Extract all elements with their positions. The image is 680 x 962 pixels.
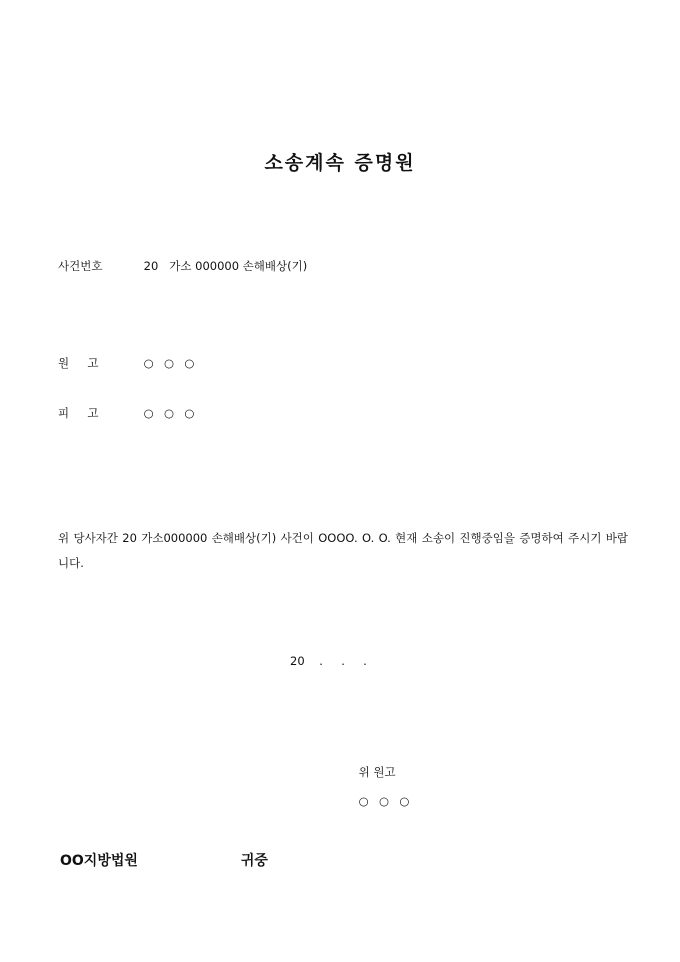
plaintiff-label: 원 고 xyxy=(58,356,99,370)
case-number-label: 사건번호 xyxy=(58,259,103,273)
defendant-row xyxy=(58,405,195,421)
request-body-text: 위 당사자간 20 가소000000 손해배상(기) 사건이 OOOO. O. O. 현재 소송이 진행중임을 증명하여 주시기 바랍니다. xyxy=(58,531,628,570)
case-number-value: 20 가소 000000 손해배상(기) xyxy=(143,259,308,273)
signer-label: 위 원고 xyxy=(358,765,396,779)
court-name: OO지방법원 xyxy=(60,853,138,869)
document-title: 소송계속 증명원 xyxy=(264,152,416,174)
date-line: 20 . . . xyxy=(290,654,367,668)
signer-name: ○ ○ ○ xyxy=(358,794,411,808)
plaintiff-name: ○ ○ ○ xyxy=(143,356,196,370)
case-number-row xyxy=(58,258,307,274)
defendant-label: 피 고 xyxy=(58,406,99,420)
court-suffix: 귀중 xyxy=(240,853,268,869)
defendant-name: ○ ○ ○ xyxy=(143,406,196,420)
plaintiff-row xyxy=(58,355,195,371)
signer-line xyxy=(344,750,410,822)
court-addressee xyxy=(60,850,268,870)
